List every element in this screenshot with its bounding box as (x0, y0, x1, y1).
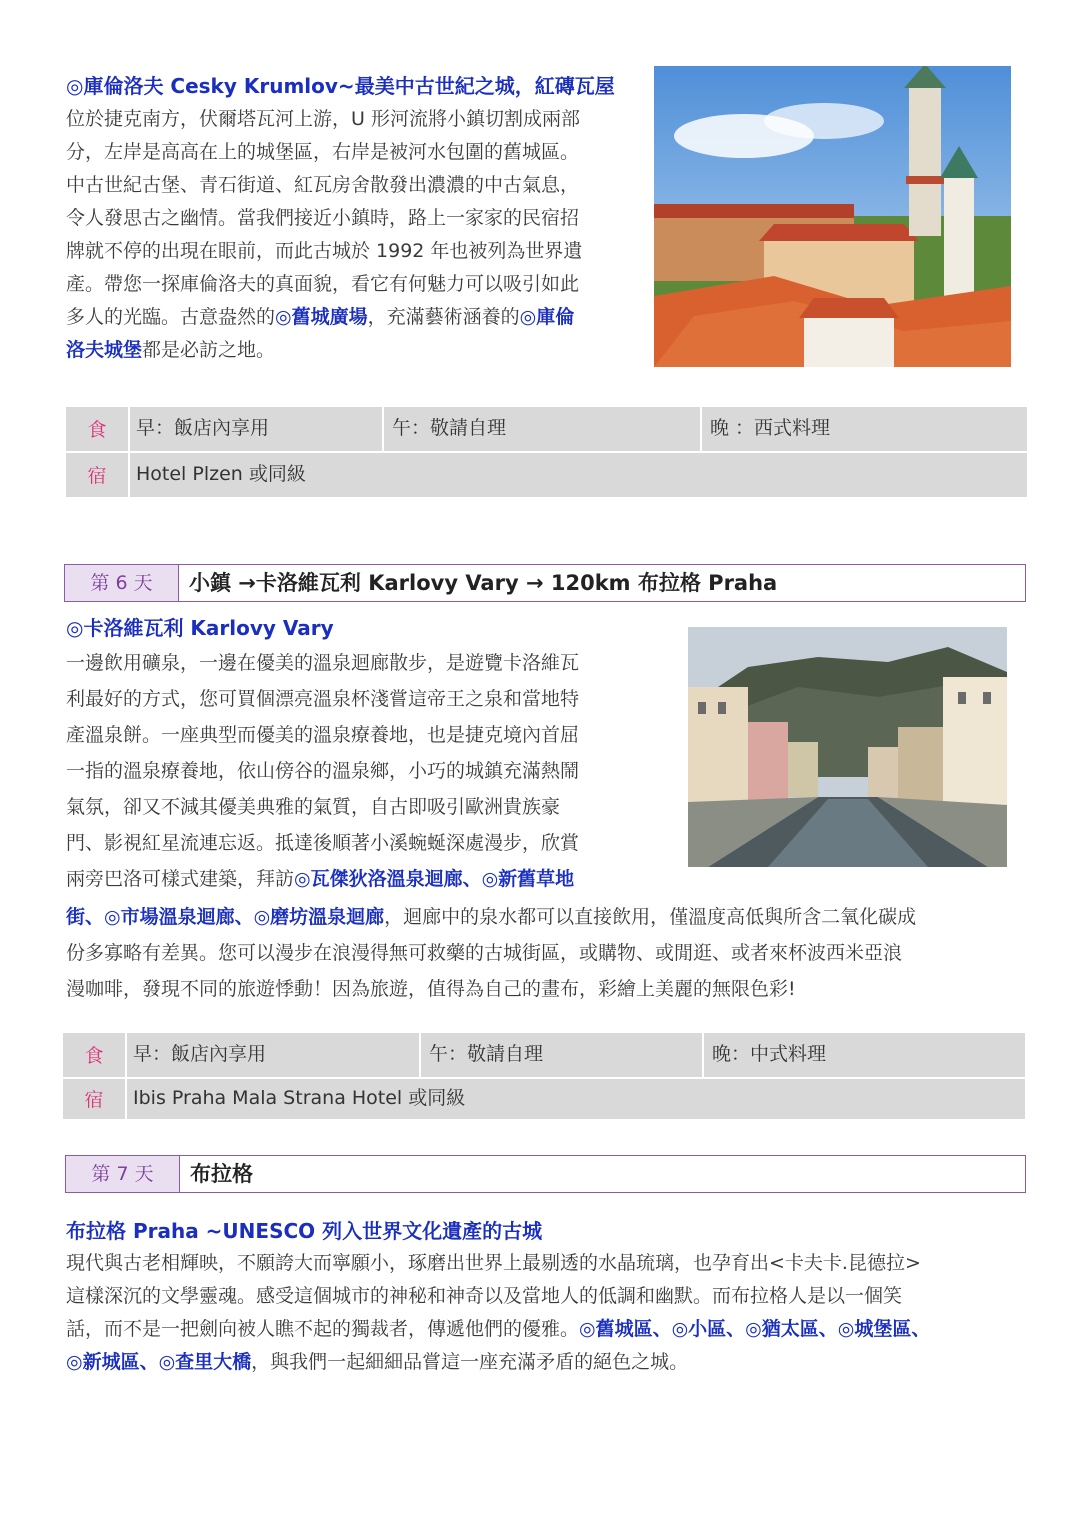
dinner-cell: 晚：中式料理 (712, 1043, 827, 1065)
paragraph-line: 利最好的方式，您可買個漂亮溫泉杯淺嘗這帝王之泉和當地特 (66, 688, 580, 710)
paragraph-line: 牌就不停的出現在眼前，而此古城於 1992 年也被列為世界遺 (66, 240, 583, 262)
paragraph-line: 中古世紀古堡、青石街道、紅瓦房舍散發出濃濃的中古氣息， (66, 174, 580, 196)
meal-lodging-table-day6 (63, 1033, 1025, 1119)
lodging-label: 宿 (63, 1077, 127, 1121)
food-label: 食 (63, 1033, 127, 1077)
section-heading-praha: 布拉格 Praha ~UNESCO 列入世界文化遺產的古城 (66, 1219, 543, 1243)
lodging-label: 宿 (66, 453, 130, 497)
hotel-cell: Ibis Praha Mala Strana Hotel 或同級 (133, 1087, 466, 1109)
paragraph-line: 產溫泉餅。一座典型而優美的溫泉療養地，也是捷克境內首屈 (66, 724, 580, 746)
day-7-title: 布拉格 (190, 1162, 253, 1186)
paragraph-line: 洛夫城堡都是必訪之地。 (66, 339, 276, 361)
section-heading-karlovy-vary: ◎卡洛維瓦利 Karlovy Vary (66, 616, 334, 640)
karlovy-vary-illustration (688, 627, 1007, 867)
dinner-cell: 晚 ：西式料理 (710, 417, 831, 439)
paragraph-line: 這樣深沉的文學靈魂。感受這個城市的神秘和神奇以及當地人的低調和幽默。而布拉格人是以一個笑 (66, 1285, 903, 1307)
cesky-krumlov-illustration (654, 66, 1011, 367)
day-6-label: 第 6 天 (65, 565, 179, 601)
paragraph-line: 一邊飲用礦泉，一邊在優美的溫泉迴廊散步，是遊覽卡洛維瓦 (66, 652, 580, 674)
highlight-old-town-square: ◎舊城廣場 (275, 306, 368, 328)
meal-row (63, 1033, 1025, 1079)
highlight-praha-bridge: ◎新城區、◎查里大橋 (66, 1351, 252, 1373)
paragraph-line: 份多寡略有差異。您可以漫步在浪漫得無可救藥的古城街區，或購物、或閒逛、或者來杯波西米亞浪 (66, 942, 903, 964)
paragraph-line: 門、影視紅星流連忘返。抵達後順著小溪蜿蜒深處漫步，欣賞 (66, 832, 580, 854)
paragraph-line: 兩旁巴洛可樣式建築，拜訪◎瓦傑狄洛溫泉迴廊、◎新舊草地 (66, 868, 575, 890)
paragraph-line: 多人的光臨。古意盎然的◎舊城廣場，充滿藝術涵養的◎庫倫 (66, 306, 575, 328)
karlovy-vary-photo (688, 627, 1007, 867)
highlight-praha-districts: ◎舊城區、◎小區、◎猶太區、◎城堡區、 (579, 1318, 931, 1340)
paragraph-line: ◎新城區、◎查里大橋，與我們一起細細品嘗這一座充滿矛盾的絕色之城。 (66, 1351, 689, 1373)
paragraph-line: 漫咖啡，發現不同的旅遊悸動！因為旅遊，值得為自己的畫布，彩繪上美麗的無限色彩! (66, 978, 796, 1000)
breakfast-cell: 早：飯店內享用 (125, 1033, 421, 1077)
paragraph-line: 一指的溫泉療養地，依山傍谷的溫泉鄉，小巧的城鎮充滿熱鬧 (66, 760, 580, 782)
day-6-header (64, 564, 1026, 602)
lunch-cell: 午：敬請自理 (421, 1033, 704, 1077)
day-7-header (65, 1155, 1026, 1193)
paragraph-line: 話，而不是一把劍向被人瞧不起的獨裁者，傳遞他們的優雅。◎舊城區、◎小區、◎猶太區、◎城堡區、 (66, 1318, 931, 1340)
day-7-label: 第 7 天 (66, 1156, 180, 1192)
paragraph-line: 位於捷克南方，伏爾塔瓦河上游，U 形河流將小鎮切割成兩部 (66, 108, 580, 130)
lunch-cell: 午：敬請自理 (384, 407, 702, 451)
breakfast-cell: 早：飯店內享用 (128, 407, 384, 451)
section-heading-cesky-krumlov: ◎庫倫洛夫 Cesky Krumlov~最美中古世紀之城，紅磚瓦屋 (66, 74, 615, 98)
hotel-cell: Hotel Plzen 或同級 (136, 463, 306, 485)
paragraph-line: 令人發思古之幽情。當我們接近小鎮時，路上一家家的民宿招 (66, 207, 580, 229)
paragraph-line: 街、◎市場溫泉迴廊、◎磨坊溫泉迴廊，迴廊中的泉水都可以直接飲用，僅溫度高低與所含二氧化碳成 (66, 906, 917, 928)
food-label: 食 (66, 407, 130, 451)
highlight-colonnades: ◎瓦傑狄洛溫泉迴廊、◎新舊草地 (294, 868, 575, 890)
paragraph-line: 產。帶您一探庫倫洛夫的真面貌，看它有何魅力可以吸引如此 (66, 273, 580, 295)
paragraph-line: 分，左岸是高高在上的城堡區，右岸是被河水包圍的舊城區。 (66, 141, 580, 163)
meal-lodging-table-day5 (66, 407, 1027, 497)
meal-row (66, 407, 1027, 453)
highlight-krumlov-castle: ◎庫倫 (519, 306, 575, 328)
cesky-krumlov-photo (654, 66, 1011, 367)
lodging-row (66, 453, 1027, 497)
day-6-title: 小鎮 →卡洛維瓦利 Karlovy Vary → 120km 布拉格 Praha (189, 571, 778, 595)
highlight-colonnades-2: 街、◎市場溫泉迴廊、◎磨坊溫泉迴廊 (66, 906, 385, 928)
lodging-row (63, 1077, 1025, 1121)
paragraph-line: 現代與古老相輝映，不願誇大而寧願小，琢磨出世界上最剔透的水晶琉璃，也孕育出<卡夫卡.昆德拉> (66, 1252, 921, 1274)
paragraph-line: 氣氛，卻又不減其優美典雅的氣質，自古即吸引歐洲貴族豪 (66, 796, 561, 818)
